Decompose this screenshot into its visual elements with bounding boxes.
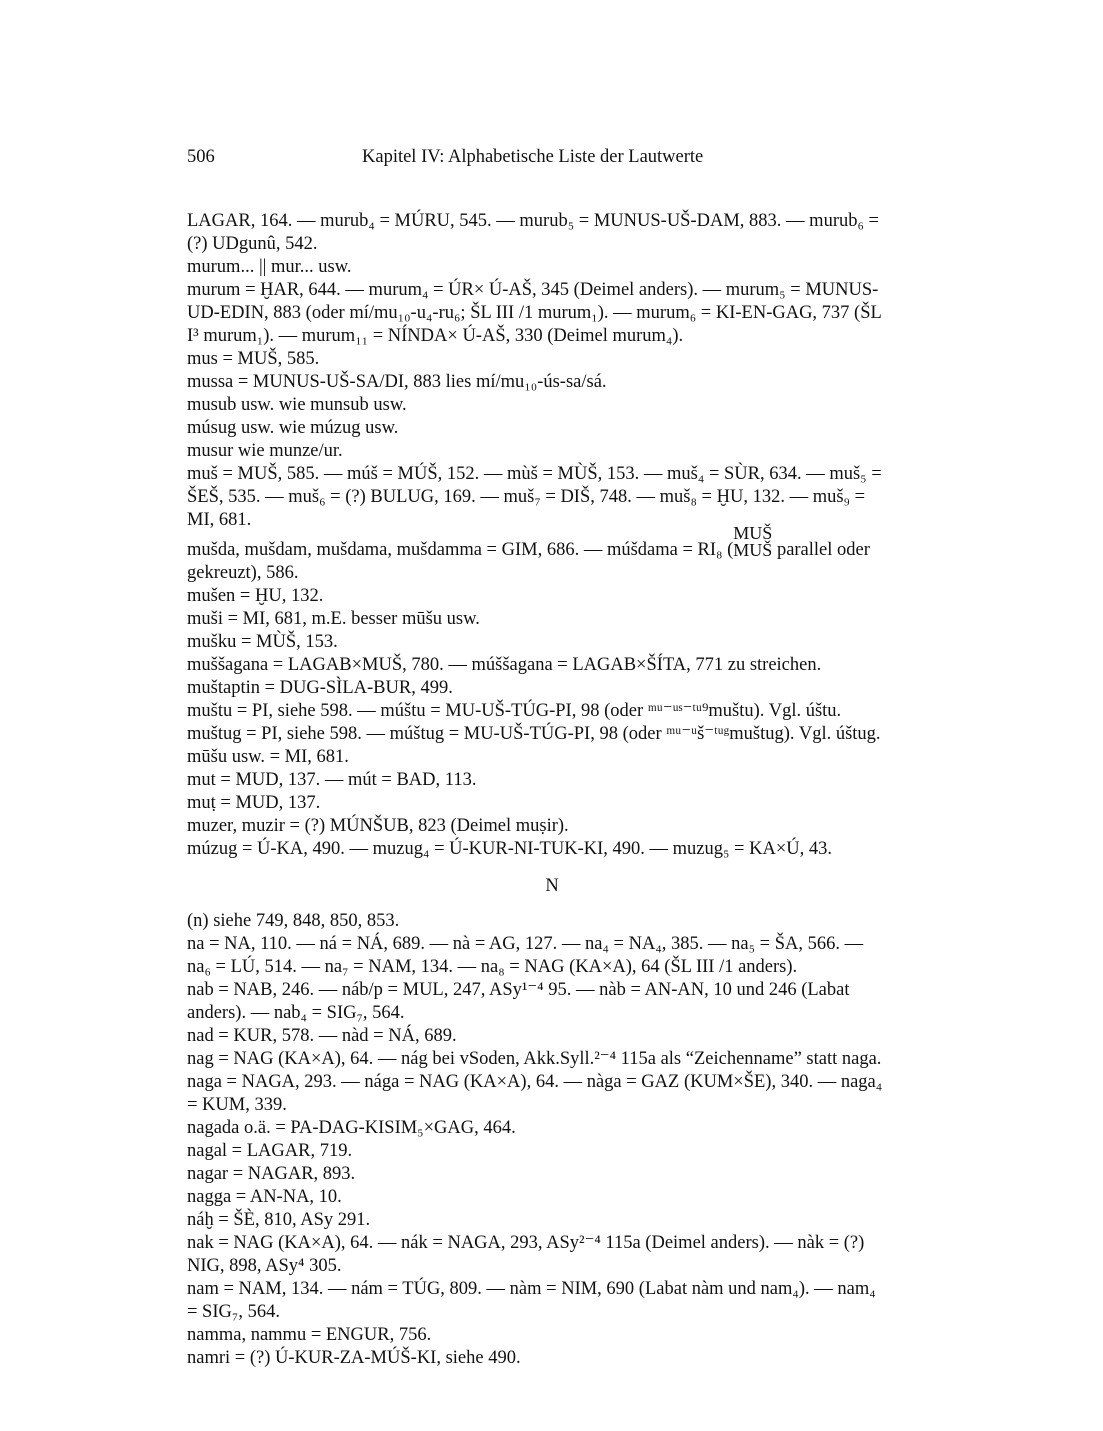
sign-stack-top: MUŠ bbox=[733, 522, 773, 543]
entry-line: mušku = MÙŠ, 153. bbox=[187, 632, 338, 652]
entry-line: nam = NAM, 134. — nám = TÚG, 809. — nàm = NIM, 690 (Labat nàm und nam₄). — nam₄ bbox=[187, 1279, 876, 1299]
entry-line: gekreuzt), 586. bbox=[187, 563, 299, 583]
entry-line: namma, nammu = ENGUR, 756. bbox=[187, 1325, 432, 1345]
entry-line: anders). — nab₄ = SIG₇, 564. bbox=[187, 1003, 405, 1023]
entry-line: nag = NAG (KA×A), 64. — nág bei vSoden, Akk.Syll.²⁻⁴ 115a als “Zeichenname” statt naga. bbox=[187, 1049, 882, 1069]
entry-line: murum = ḪAR, 644. — murum₄ = ÚR× Ú-AŠ, 345 (Deimel anders). — murum₅ = MUNUS- bbox=[187, 280, 879, 300]
entry-line: muši = MI, 681, m.E. besser mūšu usw. bbox=[187, 609, 480, 629]
entry-line: murum... || mur... usw. bbox=[187, 257, 352, 277]
entry-line: musur wie munze/ur. bbox=[187, 441, 343, 461]
entry-line-musda bbox=[187, 522, 917, 562]
entry-line: muštu = PI, siehe 598. — múštu = MU-UŠ-TÚG-PI, 98 (oder ᵐᵘ⁻ᵘˢ⁻ᵗᵘ⁹muštu). Vgl. úštu. bbox=[187, 701, 842, 721]
entry-line: ŠEŠ, 535. — muš₆ = (?) BULUG, 169. — muš₇ = DIŠ, 748. — muš₈ = ḪU, 132. — muš₉ = bbox=[187, 487, 866, 507]
entry-line: nagada o.ä. = PA-DAG-KISIM₅×GAG, 464. bbox=[187, 1118, 516, 1138]
sign-stack-bottom: MUŠ bbox=[733, 539, 773, 560]
entry-line: nab = NAB, 246. — náb/p = MUL, 247, ASy¹⁻⁴ 95. — nàb = AN-AN, 10 und 246 (Labat bbox=[187, 980, 850, 1000]
entry-line: naga = NAGA, 293. — nága = NAG (KA×A), 64. — nàga = GAZ (KUM×ŠE), 340. — naga₄ bbox=[187, 1072, 883, 1092]
entry-line: nagal = LAGAR, 719. bbox=[187, 1141, 353, 1161]
section-heading-n: N bbox=[545, 876, 559, 896]
musda-prefix: mušda, mušdam, mušdama, mušdamma = GIM, 686. — múšdama = RI₈ ( bbox=[187, 540, 734, 560]
entry-line: muštaptin = DUG-SÌLA-BUR, 499. bbox=[187, 678, 453, 698]
entry-line: múzug = Ú-KA, 490. — muzug₄ = Ú-KUR-NI-TUK-KI, 490. — muzug₅ = KA×Ú, 43. bbox=[187, 839, 833, 859]
entry-line: namri = (?) Ú-KUR-ZA-MÚŠ-KI, siehe 490. bbox=[187, 1348, 521, 1368]
entry-line: mus = MUŠ, 585. bbox=[187, 349, 320, 369]
entries-m-continued bbox=[187, 562, 917, 861]
entry-line: muṭ = MUD, 137. bbox=[187, 793, 321, 813]
musda-suffix: parallel oder bbox=[772, 540, 870, 560]
dictionary-body bbox=[187, 210, 917, 1370]
entry-line: muššagana = LAGAB×MUŠ, 780. — múššagana = LAGAB×ŠÍTA, 771 zu streichen. bbox=[187, 655, 822, 675]
entries-n bbox=[187, 910, 917, 1370]
entry-line: na = NA, 110. — ná = NÁ, 689. — nà = AG, 127. — na₄ = NA₄, 385. — na₅ = ŠA, 566. — bbox=[187, 934, 864, 954]
entry-line: NIG, 898, ASy⁴ 305. bbox=[187, 1256, 342, 1276]
entry-line: = KUM, 339. bbox=[187, 1095, 287, 1115]
entry-line: mūšu usw. = MI, 681. bbox=[187, 747, 349, 767]
entry-line: musub usw. wie munsub usw. bbox=[187, 395, 407, 415]
sign-stack bbox=[733, 522, 773, 560]
entry-line: na₆ = LÚ, 514. — na₇ = NAM, 134. — na₈ = NAG (KA×A), 64 (ŠL III /1 anders). bbox=[187, 957, 798, 977]
entries-m bbox=[187, 210, 917, 532]
entry-line: (?) UDgunû, 542. bbox=[187, 234, 318, 254]
entry-line: I³ murum₁). — murum₁₁ = NÍNDA× Ú-AŠ, 330 (Deimel murum₄). bbox=[187, 326, 684, 346]
entry-line: muš = MUŠ, 585. — múš = MÚŠ, 152. — mùš = MÙŠ, 153. — muš₄ = SÙR, 634. — muš₅ = bbox=[187, 464, 882, 484]
entry-line: (n) siehe 749, 848, 850, 853. bbox=[187, 911, 400, 931]
entry-line: muštug = PI, siehe 598. — múštug = MU-UŠ-TÚG-PI, 98 (oder ᵐᵘ⁻ᵘš⁻ᵗᵘᵍmuštug). Vgl. úštug. bbox=[187, 724, 881, 744]
page-number: 506 bbox=[187, 147, 215, 167]
entry-line: nagga = AN-NA, 10. bbox=[187, 1187, 342, 1207]
entry-line: LAGAR, 164. — murub₄ = MÚRU, 545. — murub₅ = MUNUS-UŠ-DAM, 883. — murub₆ = bbox=[187, 211, 879, 231]
entry-line: nagar = NAGAR, 893. bbox=[187, 1164, 356, 1184]
entry-line: = SIG₇, 564. bbox=[187, 1302, 280, 1322]
page-header bbox=[187, 147, 917, 175]
entry-line: mut = MUD, 137. — mút = BAD, 113. bbox=[187, 770, 477, 790]
entry-line: nad = KUR, 578. — nàd = NÁ, 689. bbox=[187, 1026, 457, 1046]
entry-line: MI, 681. bbox=[187, 510, 252, 530]
running-title: Kapitel IV: Alphabetische Liste der Lautwerte bbox=[362, 147, 704, 167]
entry-line: UD-EDIN, 883 (oder mí/mu₁₀-u₄-ru₆; ŠL III /1 murum₁). — murum₆ = KI-EN-GAG, 737 (ŠL bbox=[187, 303, 882, 323]
entry-line: músug usw. wie múzug usw. bbox=[187, 418, 399, 438]
entry-line: náḫ = ŠÈ, 810, ASy 291. bbox=[187, 1210, 371, 1230]
entry-line: mussa = MUNUS-UŠ-SA/DI, 883 lies mí/mu₁₀-ús-sa/sá. bbox=[187, 372, 607, 392]
entry-line: nak = NAG (KA×A), 64. — nák = NAGA, 293, ASy²⁻⁴ 115a (Deimel anders). — nàk = (?) bbox=[187, 1233, 865, 1253]
entry-line: muzer, muzir = (?) MÚNŠUB, 823 (Deimel muṣir). bbox=[187, 816, 569, 836]
entry-line: mušen = ḪU, 132. bbox=[187, 586, 324, 606]
